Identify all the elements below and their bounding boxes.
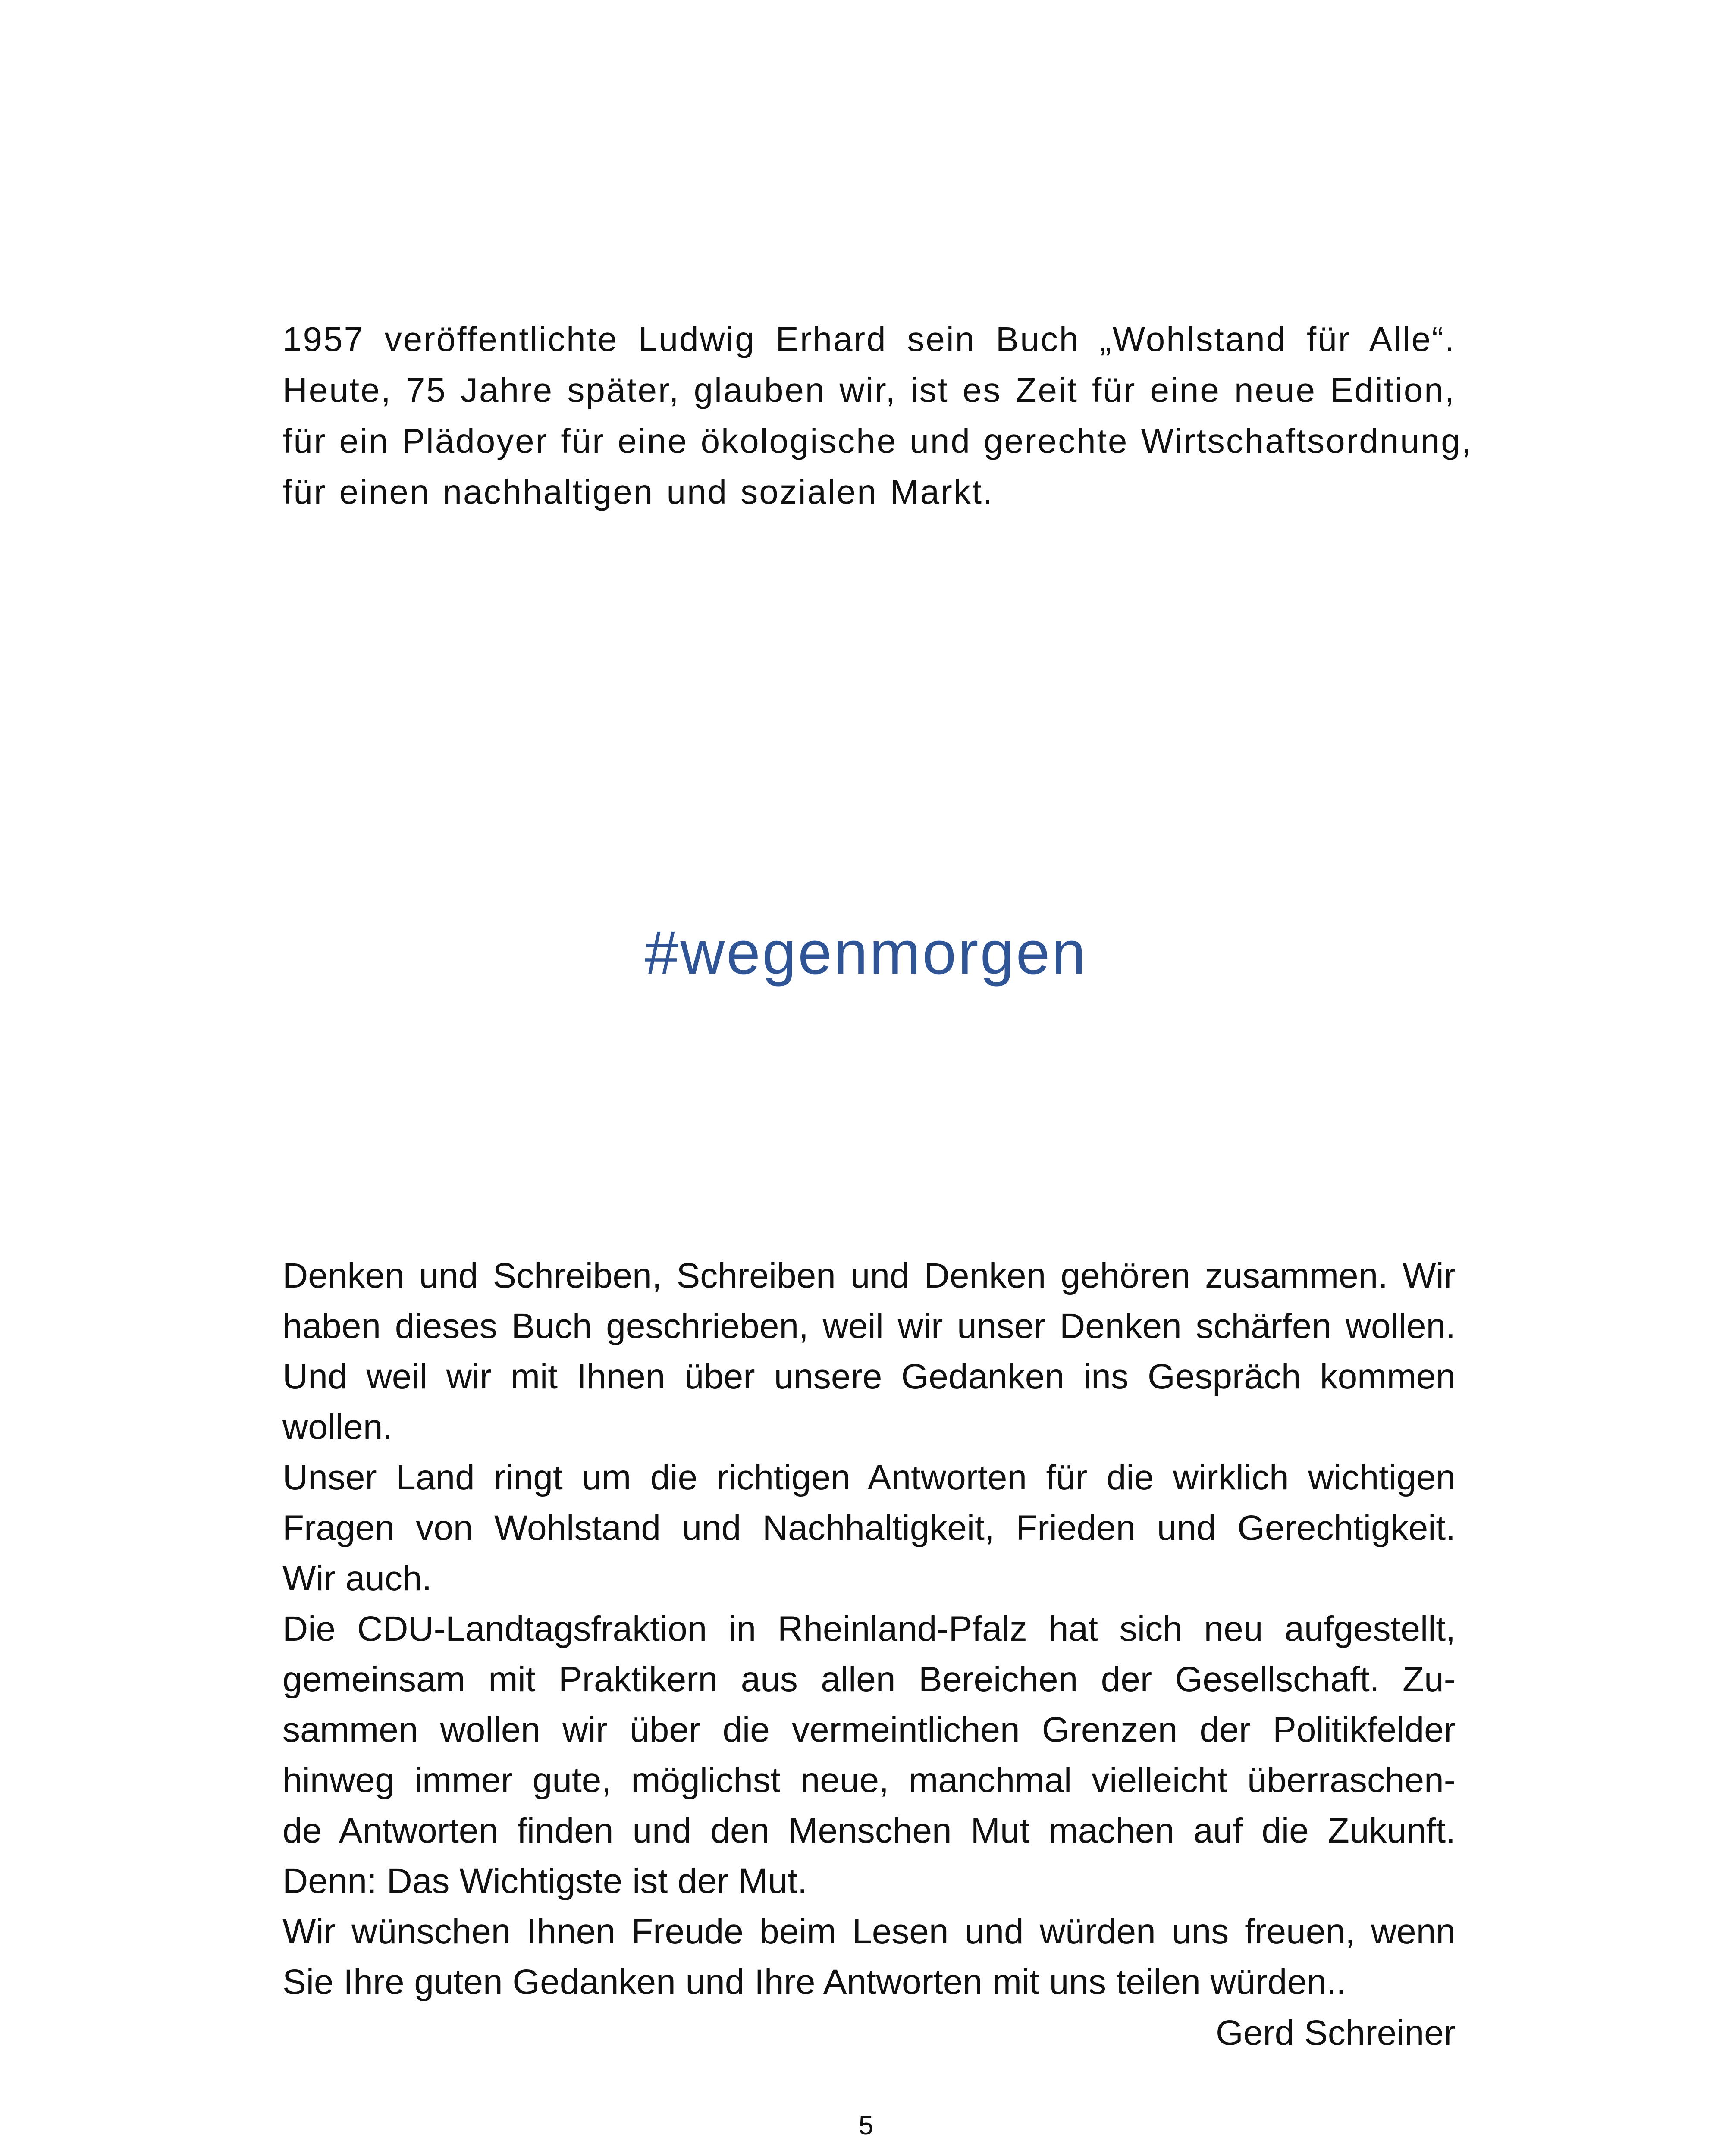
author-signature: Gerd Schreiner bbox=[1215, 2013, 1456, 2053]
body-line: Denken und Schreiben, Schreiben und Denken gehören zusammen. Wir bbox=[282, 1256, 1456, 1295]
page-number: 5 bbox=[858, 2111, 874, 2140]
intro-line: für einen nachhaltigen und sozialen Markt. bbox=[282, 473, 994, 511]
intro-line: für ein Plädoyer für eine ökologische und gerechte Wirtschaftsordnung, bbox=[282, 422, 1472, 460]
body-line: Die CDU-Landtagsfraktion in Rheinland-Pfalz hat sich neu aufgestellt, bbox=[282, 1609, 1456, 1648]
body-line: Unser Land ringt um die richtigen Antworten für die wirklich wichtigen bbox=[282, 1458, 1456, 1497]
body-line: wollen. bbox=[282, 1407, 393, 1447]
body-line: Sie Ihre guten Gedanken und Ihre Antworten mit uns teilen würden.. bbox=[282, 1962, 1346, 2002]
body-line: Fragen von Wohlstand und Nachhaltigkeit, Frieden und Gerechtigkeit. bbox=[282, 1508, 1456, 1548]
body-line: hinweg immer gute, möglichst neue, manchmal vielleicht überraschen- bbox=[282, 1761, 1456, 1800]
intro-paragraph bbox=[282, 314, 1472, 517]
body-paragraphs bbox=[282, 1250, 1456, 2007]
body-line: Und weil wir mit Ihnen über unsere Gedanken ins Gespräch kommen bbox=[282, 1357, 1456, 1396]
body-line: Wir wünschen Ihnen Freude beim Lesen und würden uns freuen, wenn bbox=[282, 1912, 1456, 1951]
body-line: Wir auch. bbox=[282, 1559, 432, 1598]
body-line: de Antworten finden und den Menschen Mut machen auf die Zukunft. bbox=[282, 1811, 1456, 1850]
intro-line: 1957 veröffentlichte Ludwig Erhard sein Buch „Wohlstand für Alle“. bbox=[282, 320, 1456, 358]
hashtag-heading: #wegenmorgen bbox=[644, 918, 1088, 987]
body-line: haben dieses Buch geschrieben, weil wir unser Denken schärfen wollen. bbox=[282, 1307, 1456, 1346]
body-line: Denn: Das Wichtigste ist der Mut. bbox=[282, 1861, 807, 1901]
body-line: gemeinsam mit Praktikern aus allen Bereichen der Gesellschaft. Zu- bbox=[282, 1660, 1456, 1699]
intro-line: Heute, 75 Jahre später, glauben wir, ist es Zeit für eine neue Edition, bbox=[282, 371, 1456, 409]
body-line: sammen wollen wir über die vermeintlichen Grenzen der Politikfelder bbox=[282, 1710, 1456, 1749]
